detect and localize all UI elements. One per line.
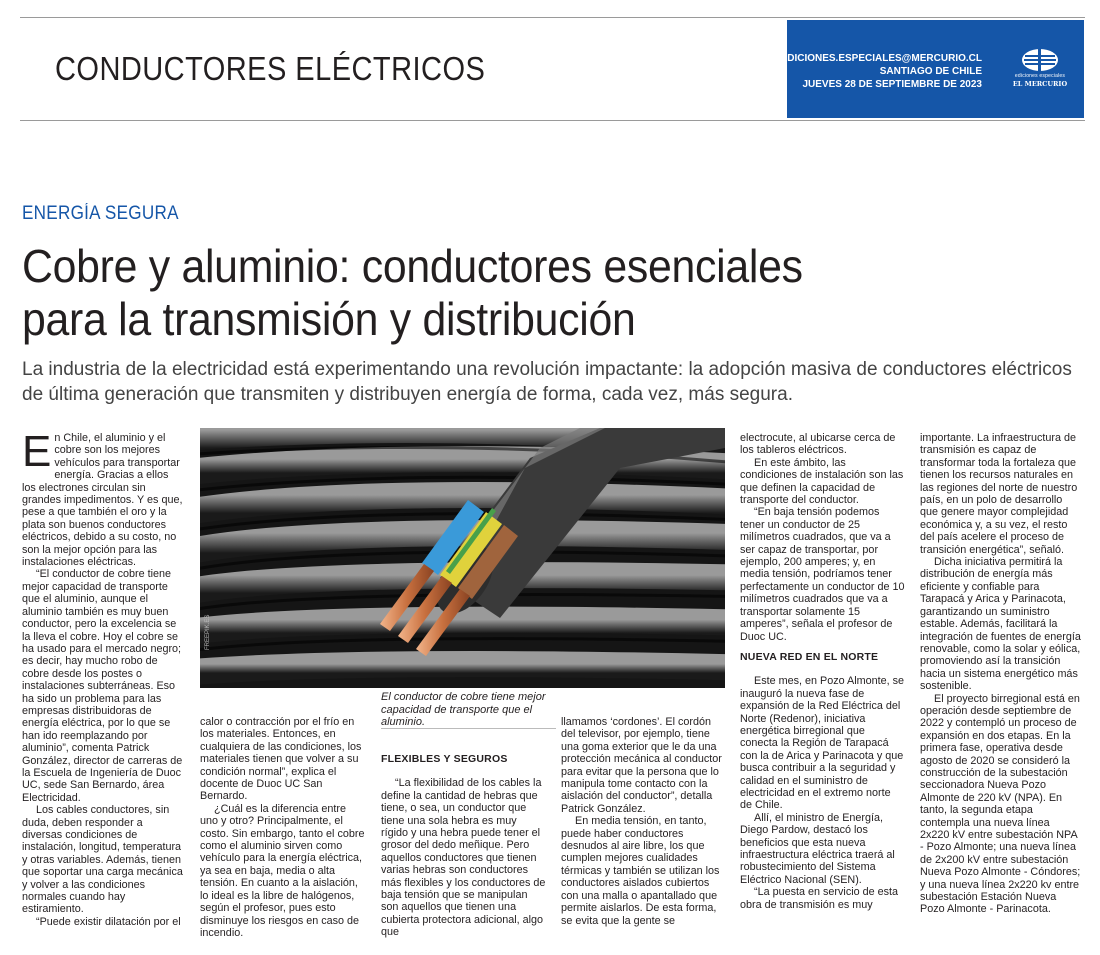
paragraph: Dicha iniciativa permitirá la distribución de energía más eficiente y confiable para Tarapacá y Arica y Parinacota, garantizando un suministro estable. Además, facilitará la integración de fuentes de energía renovable, como la solar y eólica, promoviendo así la transición hacia un sistema energético más sostenible. [920,556,1081,693]
paragraph: ¿Cuál es la diferencia entre uno y otro? Principalmente, el costo. Sin embargo, tanto el cobre como el aluminio sirven como vehículo para la energía eléctrica, ya sea en baja, media o alta tensión. En cuanto a la aislación, lo ideal es la libre de halógenos, según el profesor, pues esto disminuye los riesgos en caso de incendio. [200,802,365,939]
paragraph: En este ámbito, las condiciones de instalación son las que definen la capacidad de transporte del conductor. [740,456,904,507]
logo-name: EL MERCURIO [1012,80,1068,88]
cable-illustration [200,428,725,688]
article-kicker: ENERGÍA SEGURA [22,203,179,224]
logo-emblem-icon [1021,48,1059,72]
paragraph: calor o contracción por el frío en los materiales. Entonces, en cualquiera de las condiciones, los materiales tienen que volver a su condición normal”, explica el docente de Duoc UC San Bernardo. [200,716,362,803]
paragraph: “La flexibilidad de los cables la define la cantidad de hebras que tiene, o sea, un conductor que tiene una sola hebra es muy rígido y una hebra puede tener el grosor del dedo meñique. Pero aquellos conductores que tienen varias hebras son conductores más flexibles y los conductores de baja tensión que se manipulan son aquellos que tienen una cubierta protectora adicional, algo que [381,777,546,939]
paragraph: En Chile, el aluminio y el cobre son los mejores vehículos para transportar energía. Gracias a ellos los electrones circulan sin grandes impedimentos. Y es que, pese a que también el oro y la plata son buenos conductores eléctricos, debido a su costo, no son la mejor opción para las instalaciones eléctricas. [22,427,183,569]
subhead-flexibles: FLEXIBLES Y SEGUROS [381,753,508,765]
dropcap: E [22,427,52,476]
el-mercurio-logo [1010,48,1070,88]
paragraph: Los cables conductores, sin duda, deben responder a diversas condiciones de instalación, longitud, temperatura y otras variables. Además, tienen que soportar una carga mecánica y volver a las condiciones normales cuando hay estiramiento. [22,804,183,916]
article-column-2 [200,716,365,939]
publication-city: SANTIAGO DE CHILE [879,66,982,77]
paragraph: electrocute, al ubicarse cerca de los tableros eléctricos. [740,432,896,457]
publication-email[interactable]: EDICIONES.ESPECIALES@MERCURIO.CL [780,53,982,64]
article-column-5 [740,432,905,911]
article-column-4 [561,716,726,927]
publication-date: JUEVES 28 DE SEPTIEMBRE DE 2023 [802,79,982,90]
paragraph: “La puesta en servicio de esta obra de transmisión es muy [740,886,899,911]
paragraph: “Puede existir dilatación por el [36,915,181,928]
article-headline [22,240,952,346]
publication-info [781,52,982,91]
paragraph: El proyecto birregional está en operación desde septiembre de 2022 y contempló un proceso de expansión en dos etapas. En la primera fase, operativa desde agosto de 2020 se consideró la construcción de la subestación seccionadora Nueva Pozo Almonte de 220 kV (NPA). En tanto, la segunda etapa contempla una nueva línea 2x220 kV entre subestación NPA - Pozo Almonte; una nueva línea de 2x200 kV entre subestación Nueva Pozo Almonte - Cóndores; y una nueva línea 2x220 kv entre subestación Estación Nueva Pozo Almonte - Parinacota. [920,692,1081,916]
section-title: CONDUCTORES ELÉCTRICOS [55,50,486,87]
paragraph: “El conductor de cobre tiene mejor capacidad de transporte que el aluminio, aunque el aluminio también es muy buen conductor, pero la excelencia se la lleva el cobre. Hoy el cobre se ha usado para el mercado negro; es decir, hay mucho robo de cobre desde los postes o instalaciones subterráneas. Eso ha sido un problema para las empresas distribuidoras de energía eléctrica, por lo que se han ido reemplazando por aluminio”, comenta Patrick González, director de carreras de la Escuela de Ingeniería de Duoc UC, sede San Bernardo, área Electricidad. [22,568,183,804]
header-top-rule [20,17,1085,18]
publication-info-box [780,20,1084,118]
headline-line-1: Cobre y aluminio: conductores esenciales [22,240,803,292]
paragraph: “En baja tensión podemos tener un conductor de 25 milímetros cuadrados, que va a ser capaz de transportar, por ejemplo, 200 amperes; y, en media tensión, podríamos tener perfectamente un conductor de 10 milímetros cuadrados que va a transportar solamente 15 amperes”, señala el profesor de Duoc UC. [740,506,905,643]
paragraph: llamamos ‘cordones’. El cordón del televisor, por ejemplo, tiene una goma exterior que le da una protección mecánica al conductor para evitar que la persona que lo manipula tome contacto con la aislación del conductor”, detalla Patrick González. [561,716,722,815]
photo-caption: El conductor de cobre tiene mejor capacidad de transporte que el aluminio. [381,691,546,729]
subhead-nueva-red: NUEVA RED EN EL NORTE [740,650,879,663]
headline-line-2: para la transmisión y distribución [22,293,636,345]
cable-photo [200,428,725,688]
paragraph: Este mes, en Pozo Almonte, se inauguró la nueva fase de expansión de la Red Eléctrica del Norte (Redenor), iniciativa energética birregional que conecta la Región de Tarapacá con la de Arica y Parinacota y que busca contribuir a la seguridad y calidad en el suministro de electricidad en el extremo norte de Chile. [740,675,905,812]
article-column-3 [381,745,546,939]
article-column-1 [22,427,184,928]
logo-subtitle: ediciones especiales [1014,73,1066,79]
paragraph: Allí, el ministro de Energía, Diego Pardow, destacó los beneficios que esta nueva infraestructura eléctrica traerá al robustecimiento del Sistema Eléctrico Nacional (SEN). [740,811,895,886]
article-column-6 [920,432,1082,916]
paragraph: En media tensión, en tanto, puede haber conductores desnudos al aire libre, los que cumplen mejores cualidades térmicas y también se utilizan los conductores aislados cubiertos con una malla o apantallado que permite aislarlos. De esta forma, se evita que la gente se [561,815,720,927]
photo-credit: FREEPIK.ES [205,614,211,650]
caption-rule [381,728,556,729]
paragraph: importante. La infraestructura de transmisión es capaz de transformar toda la fortaleza que tienen los recursos naturales en las regiones del norte de nuestro país, en un polo de desarrollo que genere mayor complejidad económica y, a su vez, el resto del país acelere el proceso de transición energética”, señaló. [920,432,1078,556]
header-bottom-rule [20,120,1085,121]
article-lede: La industria de la electricidad está experimentando una revolución impactante: la adopción masiva de conductores eléctricos de última generación que transmiten y distribuyen energía de forma, cada vez, más segura. [22,359,1072,405]
